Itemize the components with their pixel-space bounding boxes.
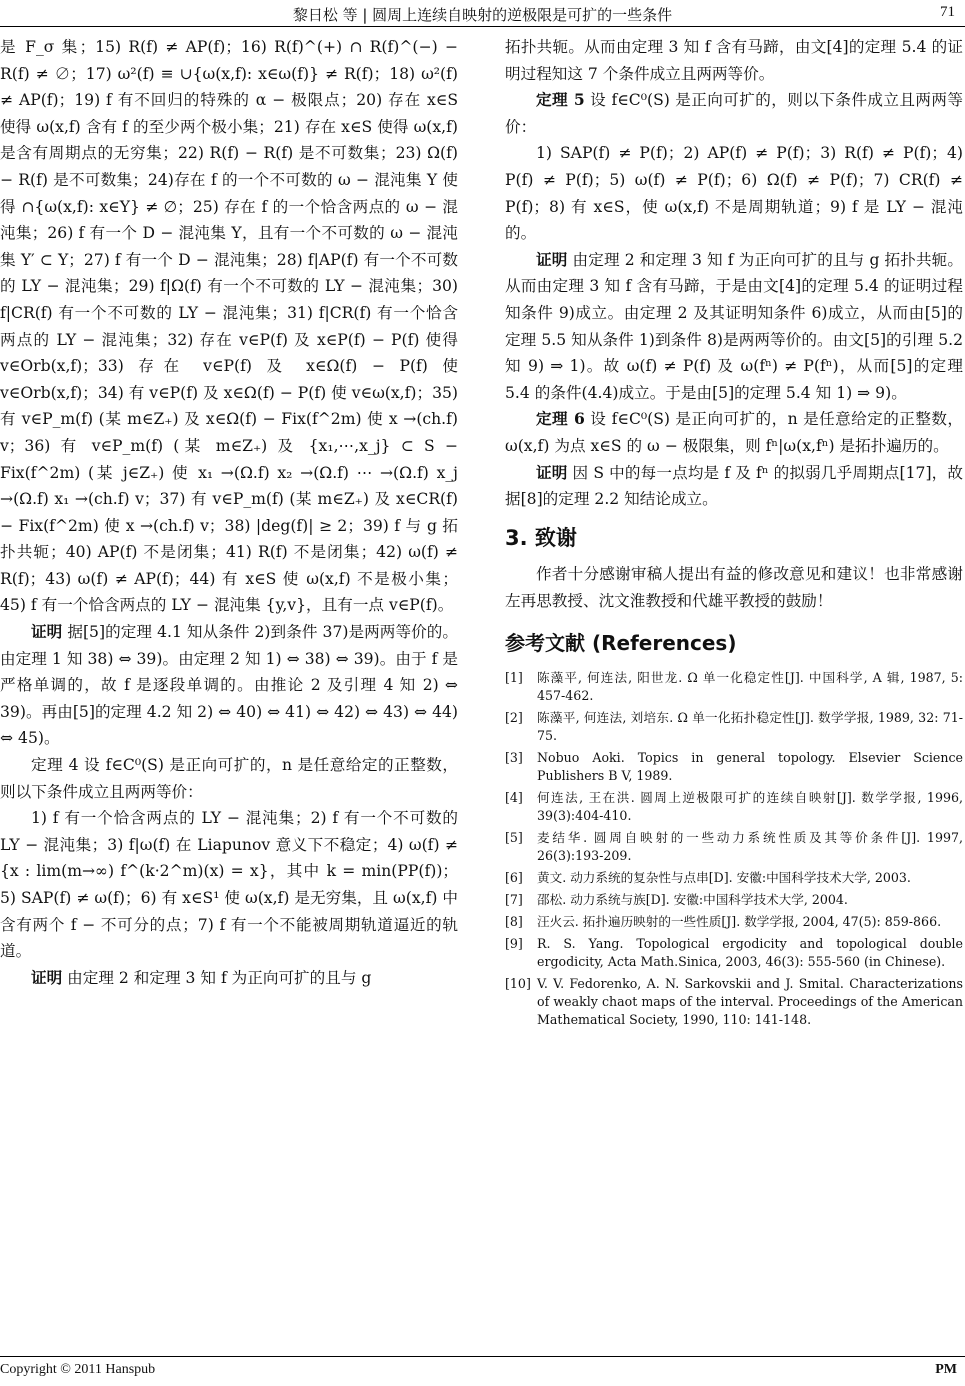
footer-rule: [0, 1356, 965, 1357]
reference-number: [10]: [505, 976, 531, 992]
theorem-label: 定理 6: [536, 409, 585, 429]
page-header: [0, 0, 965, 28]
proof-paragraph-1: [0, 619, 458, 752]
reference-item: [505, 869, 963, 887]
theorem-5: [505, 87, 963, 140]
reference-number: [9]: [505, 936, 523, 952]
proof-paragraph-4: [505, 460, 963, 513]
proof-paragraph-2: [0, 965, 458, 992]
theorem-text: 设 f∈C⁰(S) 是正向可扩的，则以下条件成立且两两等价：: [505, 91, 964, 136]
references-list: [505, 669, 963, 1029]
reference-item: [505, 975, 963, 1029]
proof-label: 证明: [31, 622, 63, 642]
reference-item: [505, 935, 963, 971]
reference-number: [2]: [505, 710, 523, 726]
proof-text: 据[5]的定理 4.1 知从条件 2)到条件 37)是两两等价的。由定理 1 知 38) ⇔ 39)。由定理 2 知 1) ⇔ 38) ⇔ 39)。由于 f 是严格单调的，故 f 是逐段单调的。由推论 2 及引理 4 知 2) ⇔ 39)。再由[5]的定理 4.2 知 2) ⇔ 40) ⇔ 41) ⇔ 42) ⇔ 43) ⇔ 44) ⇔ 45)。: [0, 623, 458, 748]
reference-item: [505, 891, 963, 909]
section-heading-acknowledgement: 3. 致谢: [505, 525, 577, 550]
header-rule: [0, 26, 965, 27]
reference-text: 何连法, 王在洪. 圆周上逆极限可扩的连续自映射[J]. 数学学报, 1996, 39(3):404-410.: [537, 790, 963, 824]
journal-abbrev: PM: [935, 1362, 957, 1377]
theorem-text: 设 f∈C⁰(S) 是正向可扩的，n 是任意给定的正整数，ω(x,f) 为点 x∈S 的 ω − 极限集，则 fⁿ|ω(x,fⁿ) 是拓扑遍历的。: [505, 410, 963, 455]
left-column: [0, 34, 458, 991]
reference-number: [5]: [505, 830, 523, 846]
proof-text: 由定理 2 和定理 3 知 f 为正向可扩的且与 g 拓扑共轭。从而由定理 3 知 f 含有马蹄，于是由文[4]的定理 5.4 的证明过程知条件 9)成立。由定理 2 及其证明知条件 6)成立，从而由[5]的定理 5.5 知从条件 1)到条件 8)是两两等价的。由文[5]的引理 5.2 知 9) ⇒ 1)。故 ω(f) ≠ P(f) 及 ω(fⁿ) ≠ P(fⁿ)，从而[5]的定理 5.4 的条件(4.4)成立。于是由[5]的定理 5.4 知 1) ⇒ 9)。: [505, 250, 963, 402]
copyright-notice: Copyright © 2011 Hanspub: [0, 1362, 156, 1377]
reference-number: [7]: [505, 892, 523, 908]
reference-text: Nobuo Aoki. Topics in general topology. Elsevier Science Publishers B V, 1989.: [537, 750, 963, 784]
running-title: 黎日松 等 | 圆周上连续自映射的逆极限是可扩的一些条件: [292, 6, 673, 24]
proof-label: 证明: [536, 249, 568, 269]
reference-number: [8]: [505, 914, 523, 930]
theorem-6: [505, 406, 963, 459]
reference-number: [3]: [505, 750, 523, 766]
proof-text: 由定理 2 和定理 3 知 f 为正向可扩的且与 g: [62, 968, 372, 987]
reference-text: V. V. Fedorenko, A. N. Sarkovskii and J. Smital. Characterizations of weakly chaot maps of the interval. Proceedings of the American Mathematical Society, 1990, 110: 141-148.: [537, 976, 963, 1028]
reference-item: [505, 749, 963, 785]
reference-text: 邵松. 动力系统与族[D]. 安徽:中国科学技术大学, 2004.: [537, 892, 848, 908]
reference-number: [1]: [505, 670, 523, 686]
reference-text: 陈藻平, 何连法, 刘培东. Ω 单一化拓扑稳定性[J]. 数学学报, 1989, 32: 71-75.: [537, 710, 963, 744]
reference-item: [505, 829, 963, 865]
theorem-4: 定理 4 设 f∈C⁰(S) 是正向可扩的，n 是任意给定的正整数，则以下条件成立且两两等价：: [0, 756, 458, 801]
proof-label: 证明: [536, 462, 568, 482]
reference-text: R. S. Yang. Topological ergodicity and topological double ergodicity, Acta Math.Sinica, 2003, 46(3): 555-560 (in Chinese).: [537, 936, 963, 970]
reference-item: [505, 789, 963, 825]
conditions-list-14-45: 是 F_σ 集；15) R(f) ≠ AP(f)；16) R(f)^(+) ∩ R(f)^(−) − R(f) ≠ ∅；17) ω²(f) ≡ ∪{ω(x,f): x∈ω(f)} ≠ R(f)；18) ω²(f) ≠ AP(f)；19) f 有不回归的特殊的 α − 极限点；20) 存在 x∈S 使得 ω(x,f) 含有 f 的至少两个极小集；21) 存在 x∈S 使得 ω(x,f) 是含有周期点的无穷集；22) R(f) − R(f) 是不可数集；23) Ω(f) − R(f) 是不可数集；24)存在 f 的一个不可数的 ω − 混沌集 Y 使得 ∩{ω(x,f): x∈Y} ≠ ∅；25) 存在 f 的一个恰含两点的 ω − 混沌集；26) f 有一个 D − 混沌集 Y，且有一个不可数的 ω − 混沌集 Y′ ⊂ Y；27) f 有一个 D − 混沌集；28) f|AP(f) 有一个不可数的 LY − 混沌集；29) f|Ω(f) 有一个不可数的 LY − 混沌集；30) f|CR(f) 有一个不可数的 LY − 混沌集；31) f|CR(f) 有一个恰含两点的 LY − 混沌集；32) 存在 v∈P(f) 及 x∈P(f) − P(f) 使得 v∈Orb(x,f)；33) 存在 v∈P(f) 及 x∈Ω(f) − P(f) 使 v∈Orb(x,f)；34) 有 v∈P(f) 及 x∈Ω(f) − P(f) 使 v∈ω(x,f)；35) 有 v∈P_m(f) (某 m∈Z₊) 及 x∈Ω(f) − Fix(f^2m) 使 x →(ch.f) v；36) 有 v∈P_m(f) (某 m∈Z₊) 及 {x₁,⋯,x_j} ⊂ S − Fix(f^2m) (某 j∈Z₊) 使 x₁ →(Ω.f) x₂ →(Ω.f) ⋯ →(Ω.f) x_j →(Ω.f) x₁ →(ch.f) v；37) 有 v∈P_m(f) (某 m∈Z₊) 及 x∈CR(f) − Fix(f^2m) 使 x →(ch.f) v；38) |deg(f)| ≥ 2；39) f 与 g 拓扑共轭；40) AP(f) 不是闭集；41) R(f) 不是闭集；42) ω(f) ≠ R(f)；43) ω(f) ≠ AP(f)；44) 有 x∈S 使 ω(x,f) 不是极小集；45) f 有一个恰含两点的 LY − 混沌集 {y,v}，且有一点 v∈P(f)。: [0, 38, 458, 615]
right-column: [505, 34, 963, 1033]
proof-paragraph-3: [505, 247, 963, 407]
reference-text: 汪火云. 拓扑遍历映射的一些性质[J]. 数学学报, 2004, 47(5): 859-866.: [537, 914, 942, 930]
page-number: 71: [940, 4, 955, 20]
references-heading: 参考文献 (References): [505, 631, 737, 656]
proof-label: 证明: [31, 967, 63, 987]
reference-text: 陈藻平, 何连法, 阳世龙. Ω 单一化稳定性[J]. 中国科学, A 辑, 1987, 5: 457-462.: [537, 670, 963, 704]
page-footer: [0, 1362, 965, 1382]
theorem-label: 定理 5: [536, 90, 585, 110]
reference-number: [6]: [505, 870, 523, 886]
acknowledgement-text: 作者十分感谢审稿人提出有益的修改意见和建议！也非常感谢左再思教授、沈文淮教授和代雄平教授的鼓励！: [505, 565, 963, 610]
reference-number: [4]: [505, 790, 523, 806]
proof-text: 因 S 中的每一点均是 f 及 fⁿ 的拟弱几乎周期点[17]，故据[8]的定理 2.2 知结论成立。: [505, 463, 963, 509]
reference-item: [505, 913, 963, 931]
theorem-4-conditions: 1) f 有一个恰含两点的 LY − 混沌集；2) f 有一个不可数的 LY − 混沌集；3) f|ω(f) 在 Liapunov 意义下不稳定；4) ω(f) ≠ {x : lim(m→∞) f^(k·2^m)(x) = x}，其中 k = min(PP(f))；5) SAP(f) ≠ ω(f)；6) 有 x∈S¹ 使 ω(x,f) 是无穷集，且 ω(x,f) 中含有两个 f − 不可分的点；7) f 有一个不能被周期轨道逼近的轨道。: [0, 809, 458, 961]
proof-continuation: 拓扑共轭。从而由定理 3 知 f 含有马蹄，由文[4]的定理 5.4 的证明过程知这 7 个条件成立且两两等价。: [505, 38, 963, 83]
reference-text: 麦结华. 圆周自映射的一些动力系统性质及其等价条件[J]. 1997, 26(3):193-209.: [537, 830, 963, 864]
reference-item: [505, 709, 963, 745]
reference-item: [505, 669, 963, 705]
reference-text: 黄文. 动力系统的复杂性与点串[D]. 安徽:中国科学技术大学, 2003.: [537, 870, 911, 886]
theorem-5-conditions: 1) SAP(f) ≠ P(f)；2) AP(f) ≠ P(f)；3) R(f) ≠ P(f)；4) P(f) ≠ P(f)；5) ω(f) ≠ P(f)；6) Ω(f) ≠ P(f)；7) CR(f) ≠ P(f)；8) 有 x∈S，使 ω(x,f) 不是周期轨道；9) f 是 LY − 混沌的。: [505, 144, 963, 243]
